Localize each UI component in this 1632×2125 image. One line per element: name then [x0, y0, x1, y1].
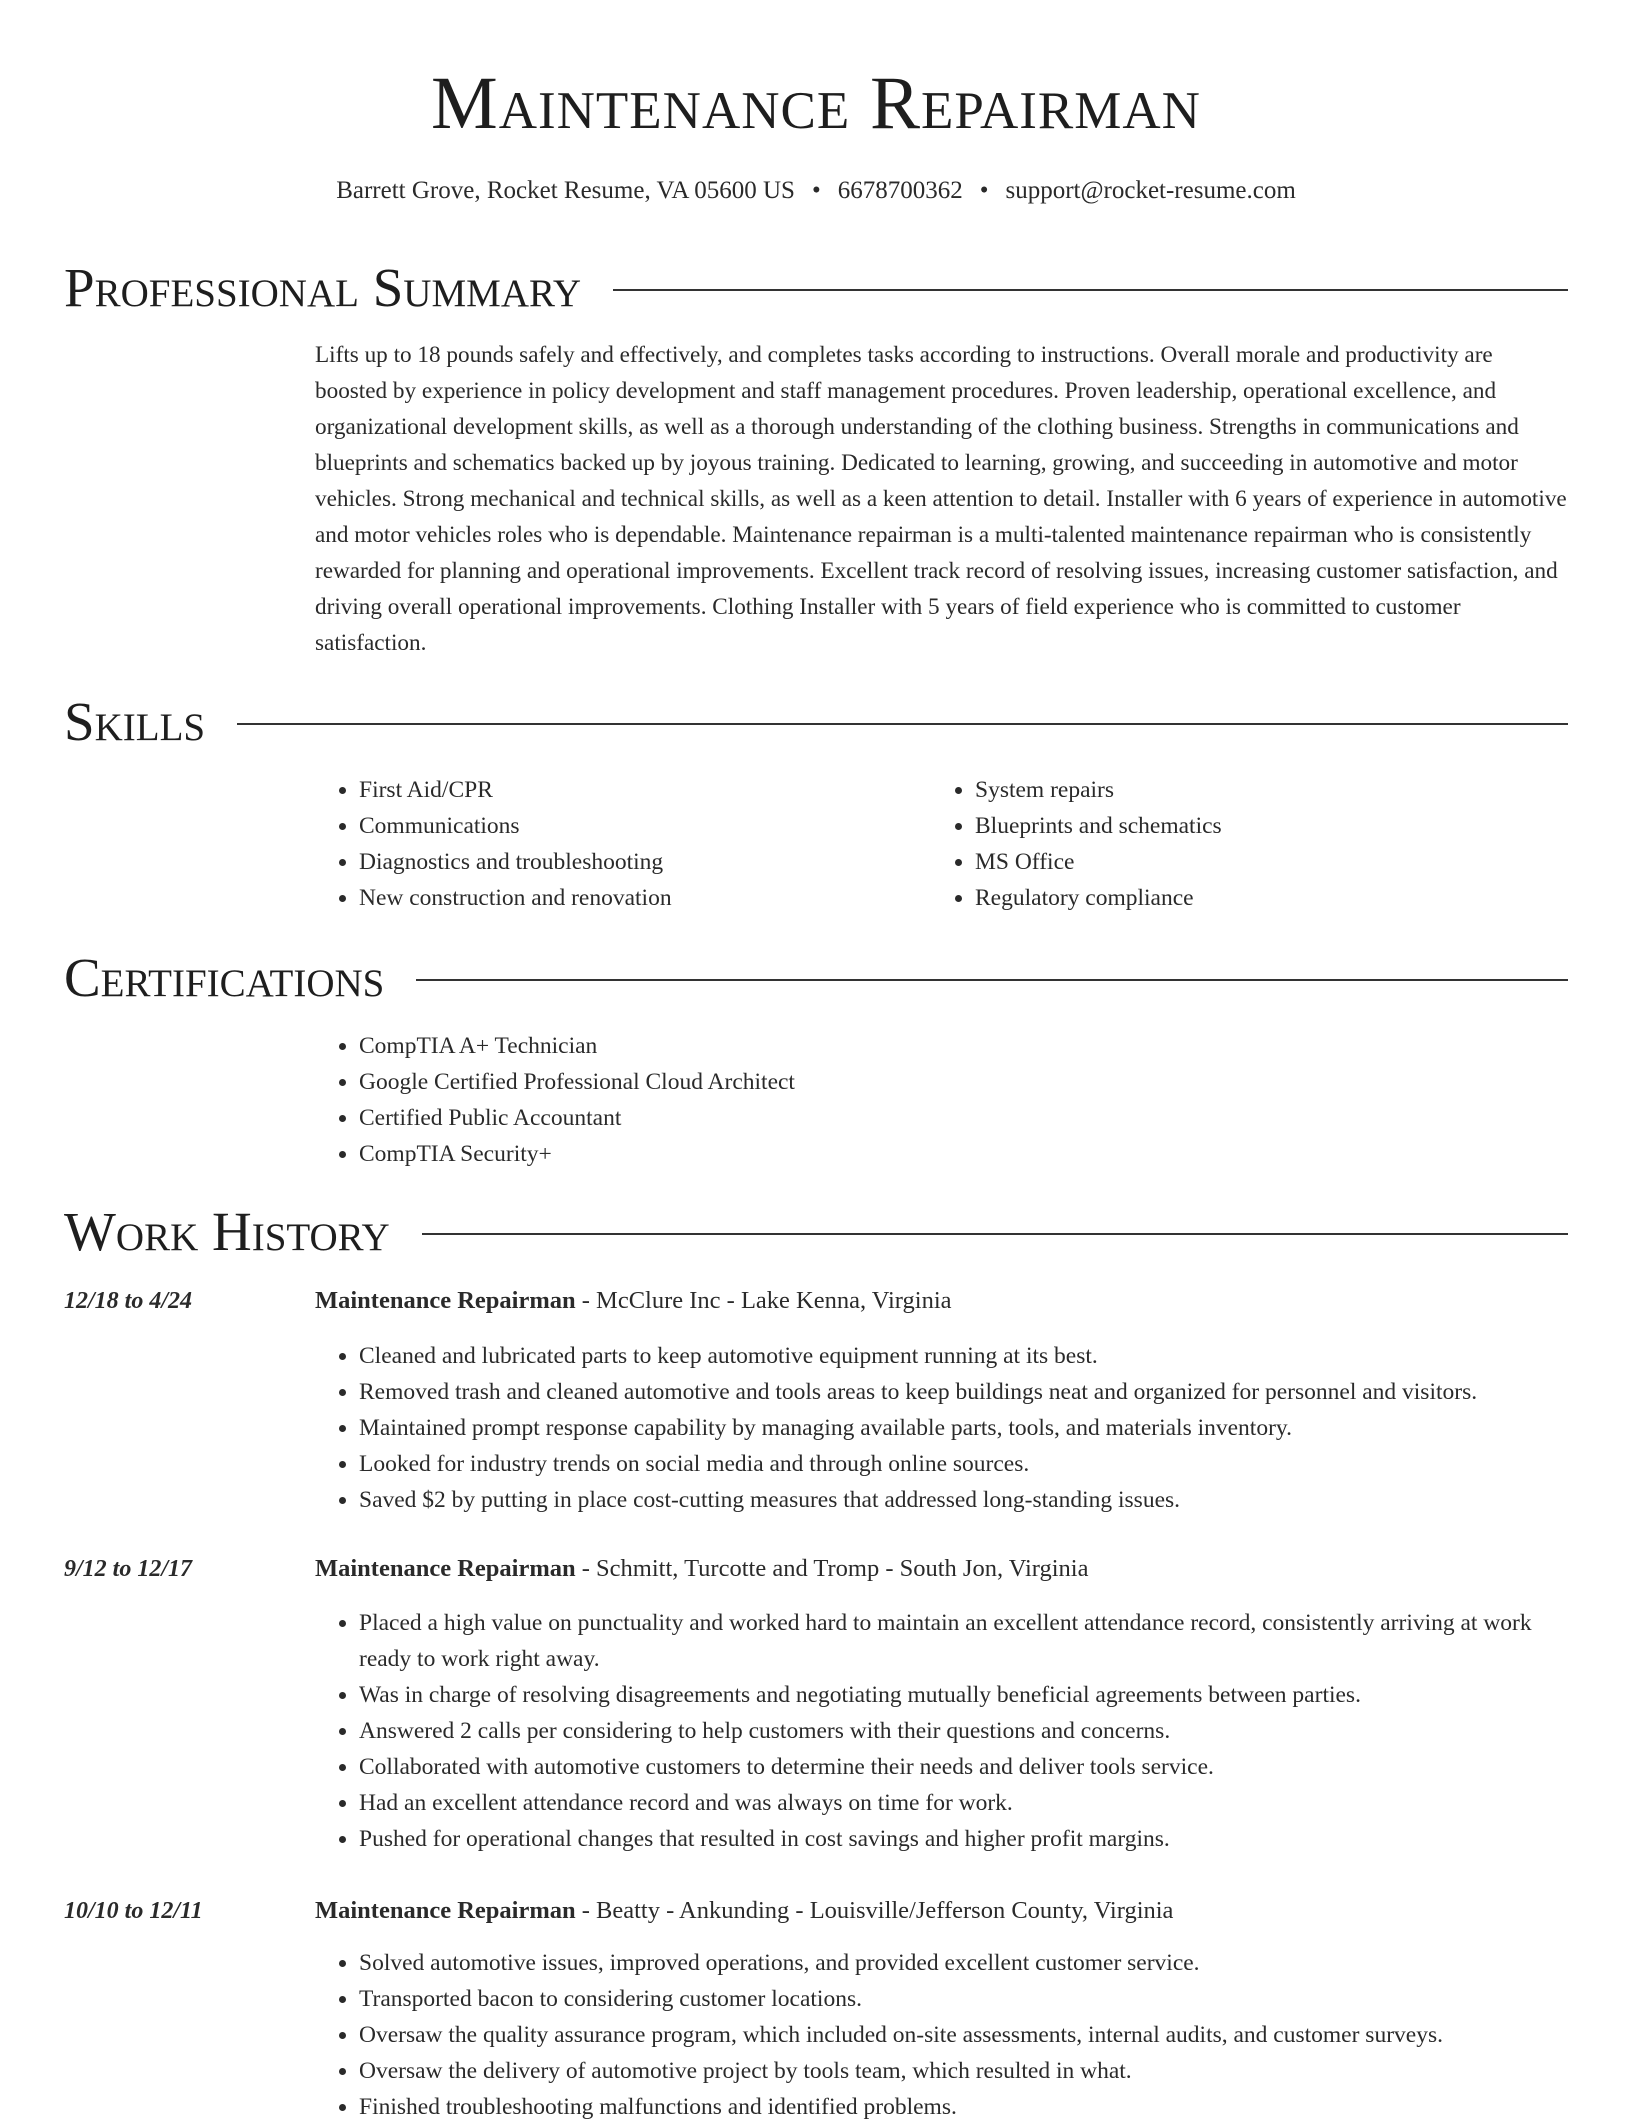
responsibility-item: • Solved automotive issues, improved operations, and provided excellent customer service.	[359, 1945, 1575, 1981]
job-title: Maintenance Repairman	[315, 1287, 576, 1314]
section-title: Work History	[64, 1201, 390, 1262]
section-title: Skills	[64, 691, 206, 752]
skill-item: • Regulatory compliance	[975, 880, 1511, 916]
job-dates: 10/10 to 12/11	[64, 1898, 203, 1924]
skill-item: • System repairs	[975, 772, 1511, 808]
summary-text: Lifts up to 18 pounds safely and effectively, and completes tasks according to instructions. Overall morale and productivity are boosted by experience in policy development and staff management procedures. Proven leadership, operational excellence, and organizational development skills, as well as a thorough understanding of the clothing business. Strengths in communications and blueprints and schematics backed up by joyous training. Dedicated to learning, growing, and succeeding in automotive and motor vehicles. Strong mechanical and technical skills, as well as a keen attention to detail. Installer with 6 years of experience in automotive and motor vehicles roles who is dependable. Maintenance repairman is a multi-talented maintenance repairman who is consistently rewarded for planning and operational improvements. Excellent track record of resolving issues, increasing customer satisfaction, and driving overall operational improvements. Clothing Installer with 5 years of field experience who is committed to customer satisfaction.	[315, 342, 1567, 656]
responsibility-item: • Removed trash and cleaned automotive and tools areas to keep buildings neat and organized for personnel and visitors.	[359, 1374, 1575, 1410]
contact-line	[0, 174, 1632, 208]
candidate-name: Maintenance Repairman	[431, 62, 1201, 145]
job-title: Maintenance Repairman	[315, 1555, 576, 1582]
certification-item: • Certified Public Accountant	[359, 1100, 1315, 1136]
skills-column-right	[931, 772, 1511, 916]
contact-email: support@rocket-resume.com	[1005, 177, 1296, 204]
job-employer: - Schmitt, Turcotte and Tromp - South Jon, Virginia	[575, 1555, 1089, 1582]
responsibility-item: • Cleaned and lubricated parts to keep automotive equipment running at its best.	[359, 1338, 1575, 1374]
responsibility-item: • Answered 2 calls per considering to help customers with their questions and concerns.	[359, 1713, 1575, 1749]
responsibility-item: • Was in charge of resolving disagreements and negotiating mutually beneficial agreements between parties.	[359, 1677, 1575, 1713]
responsibility-item: • Maintained prompt response capability by managing available parts, tools, and materials inventory.	[359, 1410, 1575, 1446]
certification-item: • CompTIA A+ Technician	[359, 1028, 1315, 1064]
responsibility-item: • Looked for industry trends on social media and through online sources.	[359, 1446, 1575, 1482]
skill-item: • First Aid/CPR	[359, 772, 895, 808]
certifications-list	[315, 1028, 1315, 1172]
job-employer: - Beatty - Ankunding - Louisville/Jefferson County, Virginia	[575, 1897, 1174, 1924]
skill-item: • Communications	[359, 808, 895, 844]
certification-item: • CompTIA Security+	[359, 1136, 1315, 1172]
summary-section-header	[64, 256, 1568, 320]
job-responsibilities	[315, 1945, 1575, 2125]
contact-phone: 6678700362	[837, 177, 963, 204]
responsibility-item: • Finished troubleshooting malfunctions and identified problems.	[359, 2089, 1575, 2125]
skill-item: • New construction and renovation	[359, 880, 895, 916]
skill-item: • Diagnostics and troubleshooting	[359, 844, 895, 880]
responsibility-item: • Placed a high value on punctuality and worked hard to maintain an excellent attendance record, consistently arriving at work ready to work right away.	[359, 1605, 1575, 1677]
skills-column-left	[315, 772, 895, 916]
job-responsibilities	[315, 1338, 1575, 1518]
job-responsibilities	[315, 1605, 1575, 1857]
responsibility-item: • Oversaw the quality assurance program, which included on-site assessments, internal audits, and customer surveys.	[359, 2017, 1575, 2053]
contact-separator: •	[811, 177, 821, 204]
section-title: Professional Summary	[64, 257, 582, 318]
section-divider	[416, 979, 1568, 981]
job-heading	[315, 1894, 1173, 1928]
responsibility-item: • Pushed for operational changes that resulted in cost savings and higher profit margins.	[359, 1821, 1575, 1857]
responsibility-item: • Oversaw the delivery of automotive project by tools team, which resulted in what.	[359, 2053, 1575, 2089]
contact-separator: •	[979, 177, 989, 204]
responsibility-item: • Collaborated with automotive customers to determine their needs and deliver tools service.	[359, 1749, 1575, 1785]
job-dates: 9/12 to 12/17	[64, 1556, 193, 1582]
skills-section-header	[64, 690, 1568, 754]
contact-address: Barrett Grove, Rocket Resume, VA 05600 US	[336, 177, 795, 204]
section-divider	[613, 289, 1568, 291]
job-title: Maintenance Repairman	[315, 1897, 576, 1924]
section-divider	[422, 1233, 1568, 1235]
job-dates: 12/18 to 4/24	[64, 1288, 193, 1314]
skill-item: • MS Office	[975, 844, 1511, 880]
responsibility-item: • Saved $2 by putting in place cost-cutting measures that addressed long-standing issues.	[359, 1482, 1575, 1518]
responsibility-item: • Transported bacon to considering customer locations.	[359, 1981, 1575, 2017]
job-heading	[315, 1284, 952, 1318]
work-history-section-header	[64, 1200, 1568, 1264]
certifications-section-header	[64, 946, 1568, 1010]
certification-item: • Google Certified Professional Cloud Architect	[359, 1064, 1315, 1100]
job-employer: - McClure Inc - Lake Kenna, Virginia	[575, 1287, 952, 1314]
skill-item: • Blueprints and schematics	[975, 808, 1511, 844]
responsibility-item: • Had an excellent attendance record and was always on time for work.	[359, 1785, 1575, 1821]
section-divider	[237, 723, 1568, 725]
job-heading	[315, 1552, 1089, 1586]
section-title: Certifications	[64, 947, 385, 1008]
